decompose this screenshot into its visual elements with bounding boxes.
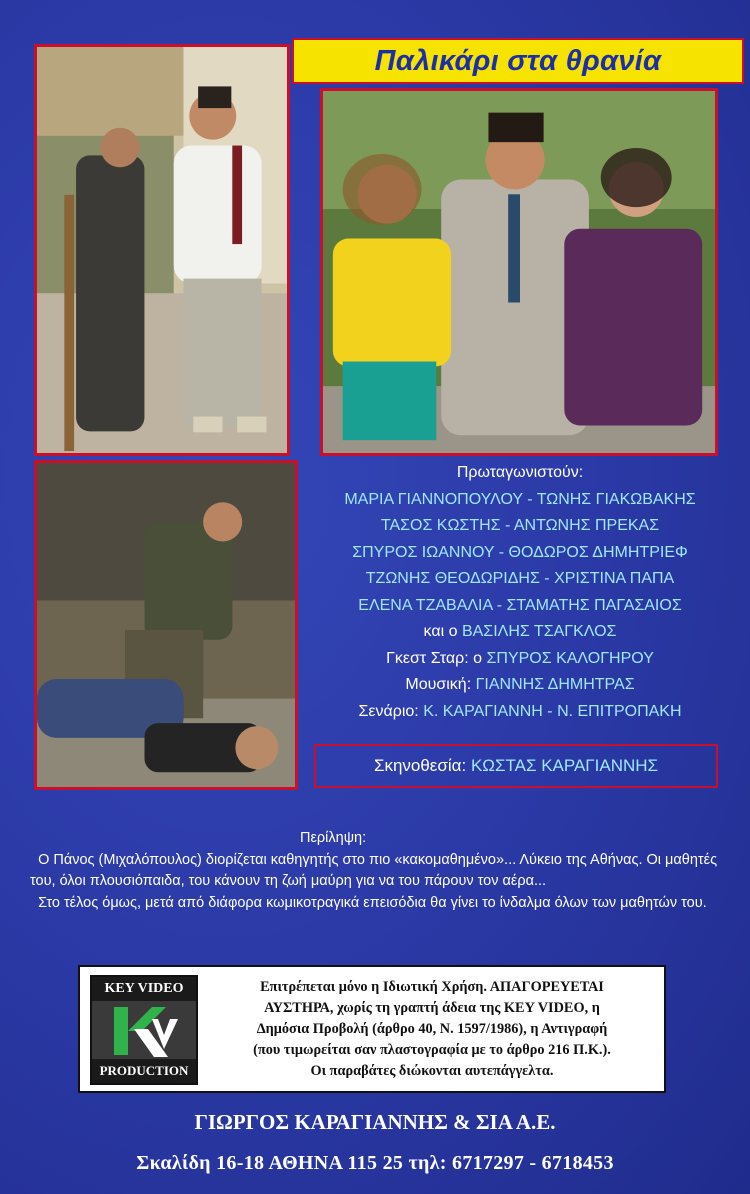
cast-heading: Πρωταγωνιστούν:: [456, 464, 584, 481]
logo-top-text: KEY VIDEO: [92, 977, 196, 1001]
director-name: ΚΩΣΤΑΣ ΚΑΡΑΓΙΑΝΝΗΣ: [470, 756, 659, 775]
and-label: και ο: [423, 623, 458, 640]
legal-line: (που τιμωρείται σαν πλαστογραφία με το άρθρο 216 Π.Κ.).: [253, 1042, 611, 1058]
movie-title: Παλικάρι στα θρανία: [374, 44, 662, 77]
key-video-logo: [90, 975, 198, 1085]
cast-line: ΣΠΥΡΟΣ ΙΩΑΝΝΟΥ - ΘΟΔΩΡΟΣ ΔΗΜΗΤΡΙΕΦ: [352, 543, 688, 561]
summary-text-2: Στο τέλος όμως, μετά από διάφορα κωμικοτραγικά επεισόδια θα γίνει το ίνδαλμα όλων των μαθητών του.: [38, 894, 707, 911]
company-address: Σκαλίδη 16-18 ΑΘΗΝΑ 115 25 τηλ: 6717297 - 6718453: [136, 1152, 614, 1174]
photo-fight-scene-image: [37, 463, 295, 787]
summary-paragraph: [30, 893, 730, 915]
guest-line: [300, 646, 740, 673]
legal-text: [208, 977, 656, 1082]
cast-line: ΤΖΩΝΗΣ ΘΕΟΔΩΡΙΔΗΣ - ΧΡΙΣΤΙΝΑ ΠΑΠΑ: [365, 570, 675, 587]
photo-fight-scene: [34, 460, 298, 790]
summary-block: [30, 828, 730, 914]
music-name: ΓΙΑΝΝΗΣ ΔΗΜΗΤΡΑΣ: [475, 676, 635, 693]
photo-main-cast-image: [323, 91, 715, 453]
guest-name: ΣΠΥΡΟΣ ΚΑΛΟΓΗΡΟΥ: [486, 649, 654, 667]
director-box: [314, 744, 718, 788]
photo-main-cast: [320, 88, 718, 456]
and-line: [300, 619, 740, 646]
photo-teacher-and-old-man-image: [37, 47, 287, 453]
summary-text-1: Ο Πάνος (Μιχαλόπουλος) διορίζεται καθηγητής στο πιο «κακομαθημένο»... Λύκειο της Αθήνας. Οι μαθητές του, όλοι πλουσιόπαιδα, του κάνουν τη ζωή μαύρη για να του πάρουν τον αέρα...: [30, 851, 718, 889]
summary-heading: Περίληψη:: [300, 830, 367, 846]
title-banner: [292, 38, 744, 84]
cast-line: ΤΑΣΟΣ ΚΩΣΤΗΣ - ΑΝΤΩΝΗΣ ΠΡΕΚΑΣ: [380, 517, 660, 534]
legal-line: Οι παραβάτες διώκονται αυτεπάγγελτα.: [310, 1063, 554, 1079]
summary-paragraph: [30, 850, 730, 893]
company-name: ΓΙΩΡΓΟΣ ΚΑΡΑΓΙΑΝΝΗΣ & ΣΙΑ Α.Ε.: [194, 1110, 556, 1134]
script-name: Κ. ΚΑΡΑΓΙΑΝΝΗ - Ν. ΕΠΙΤΡΟΠΑΚΗ: [423, 702, 682, 720]
music-label: Μουσική:: [405, 676, 472, 693]
cast-line: ΜΑΡΙΑ ΓΙΑΝΝΟΠΟΥΛΟΥ - ΤΩΝΗΣ ΓΙΑΚΩΒΑΚΗΣ: [344, 490, 696, 508]
and-name: ΒΑΣΙΛΗΣ ΤΣΑΓΚΛΟΣ: [461, 623, 617, 640]
guest-label: Γκεστ Σταρ: ο: [386, 649, 483, 667]
script-label: Σενάριο:: [358, 702, 419, 720]
photo-teacher-and-old-man: [34, 44, 290, 456]
cast-line: ΕΛΕΝΑ ΤΖΑΒΑΛΙΑ - ΣΤΑΜΑΤΗΣ ΠΑΓΑΣΑΙΟΣ: [358, 596, 682, 614]
legal-line: Δημόσια Προβολή (άρθρο 40, Ν. 1597/1986), η Αντιγραφή: [256, 1021, 608, 1037]
music-line: [300, 672, 740, 699]
director-label: Σκηνοθεσία:: [373, 756, 467, 775]
script-line: [300, 699, 740, 726]
logo-bottom-text: PRODUCTION: [92, 1059, 196, 1083]
legal-line: ΑΥΣΤΗΡΑ, χωρίς τη γραπτή άδεια της KEY VIDEO, η: [264, 1000, 600, 1016]
legal-line: Επιτρέπεται μόνο η Ιδιωτική Χρήση. ΑΠΑΓΟΡΕΥΕΤΑΙ: [260, 979, 604, 995]
legal-notice-box: [78, 965, 666, 1093]
credits-block: [300, 460, 740, 725]
kv-monogram-icon: [108, 1005, 184, 1059]
